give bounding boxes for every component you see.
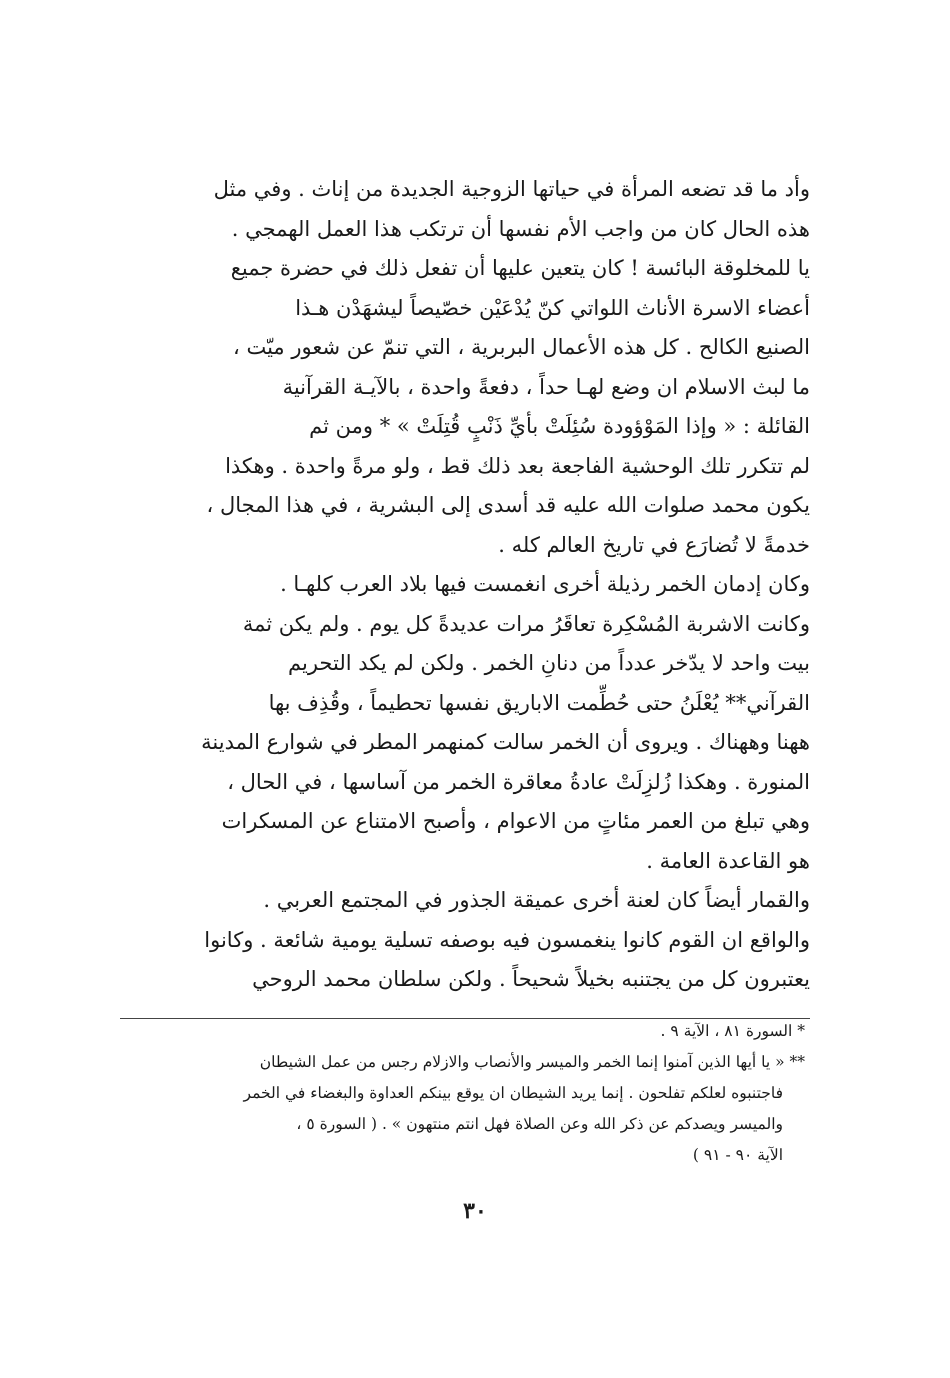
text-line: وأد ما قد تضعه المرأة في حياتها الزوجية الجديدة من إناث . وفي مثل xyxy=(213,177,810,201)
text-line: القرآني** يُعْلَنُ حتى حُطِّمت الاباريق نفسها تحطيماً ، وقُذِف بها xyxy=(268,690,810,715)
text-line: والقمار أيضاً كان لعنة أخرى عميقة الجذور في المجتمع العربي . xyxy=(263,888,810,912)
text-line: وكان إدمان الخمر رذيلة أخرى انغمست فيها بلاد العرب كلهـا . xyxy=(280,572,810,596)
text-line: أعضاء الاسرة الأناث اللواتي كنّ يُدْعَيْن خصّيصاً ليشهَدْن هـذا xyxy=(295,295,810,320)
footnote-2-line: والميسر ويصدكم عن ذكر الله وعن الصلاة فهل انتم منتهون » . ( السورة ٥ ، xyxy=(296,1115,783,1133)
text-line: خدمةً لا تُضارَع في تاريخ العالم كله . xyxy=(498,532,810,557)
text-line: والواقع ان القوم كانوا ينغمسون فيه بوصفه تسلية يومية شائعة . وكانوا xyxy=(204,927,810,952)
text-line: ما لبث الاسلام ان وضع لهـا حداً ، دفعةً واحدة ، بالآيـة القرآنية xyxy=(282,374,810,399)
footnote-2-line: ** « يا أيها الذين آمنوا إنما الخمر والميسر والأنصاب والازلام رجس من عمل الشيطان xyxy=(259,1053,805,1071)
text-line: الصنيع الكالح . كل هذه الأعمال البربرية ، التي تنمّ عن شعور ميّت ، xyxy=(233,335,810,359)
text-line: القائلة : « وإذا المَوْؤودة سُئِلَتْ بأيِّ ذَنْبٍ قُتِلَتْ » * ومن ثم xyxy=(309,414,810,438)
text-line: بيت واحد لا يدّخر عدداً من دنانِ الخمر . ولكن لم يكد التحريم xyxy=(288,651,810,675)
main-text xyxy=(110,170,810,1000)
text-line: ههنا وههناك . ويروى أن الخمر سالت كمنهمر المطر في شوارع المدينة xyxy=(201,730,810,754)
text-line: وكانت الاشربة المُسْكِرة تعاقَرُ مرات عديدةً كل يوم . ولم يكن ثمة xyxy=(242,611,810,636)
text-line: لم تتكرر تلك الوحشية الفاجعة بعد ذلك قط ، ولو مرةً واحدة . وهكذا xyxy=(225,453,810,478)
text-line: وهي تبلغ من العمر مئاتٍ من الاعوام ، وأصبح الامتناع عن المسكرات xyxy=(221,809,810,833)
footnote-2-line: الآية ٩٠ - ٩١ ) xyxy=(692,1146,783,1164)
text-line: يعتبرون كل من يجتنبه بخيلاً شحيحاً . ولكن سلطان محمد الروحي xyxy=(252,967,810,991)
text-line: هذه الحال كان من واجب الأم نفسها أن ترتكب هذا العمل الهمجي . xyxy=(231,216,810,241)
footnote-1: * السورة ٨١ ، الآية ٩ . xyxy=(660,1022,805,1040)
text-line: هو القاعدة العامة . xyxy=(646,848,810,873)
text-line: يا للمخلوقة البائسة ! كان يتعين عليها أن تفعل ذلك في حضرة جميع xyxy=(230,256,810,280)
text-line: يكون محمد صلوات الله عليه قد أسدى إلى البشرية ، في هذا المجال ، xyxy=(206,493,810,517)
footnote-2-line: فاجتنبوه لعلكم تفلحون . إنما يريد الشيطان ان يوقع بينكم العداوة والبغضاء في الخمر xyxy=(243,1084,783,1102)
page-number: ٣٠ xyxy=(463,1198,487,1224)
footnotes xyxy=(115,1016,805,1171)
text-line: المنورة . وهكذا زُلزِلَتْ عادةُ معاقرة الخمر من آساسها ، في الحال ، xyxy=(227,769,810,794)
